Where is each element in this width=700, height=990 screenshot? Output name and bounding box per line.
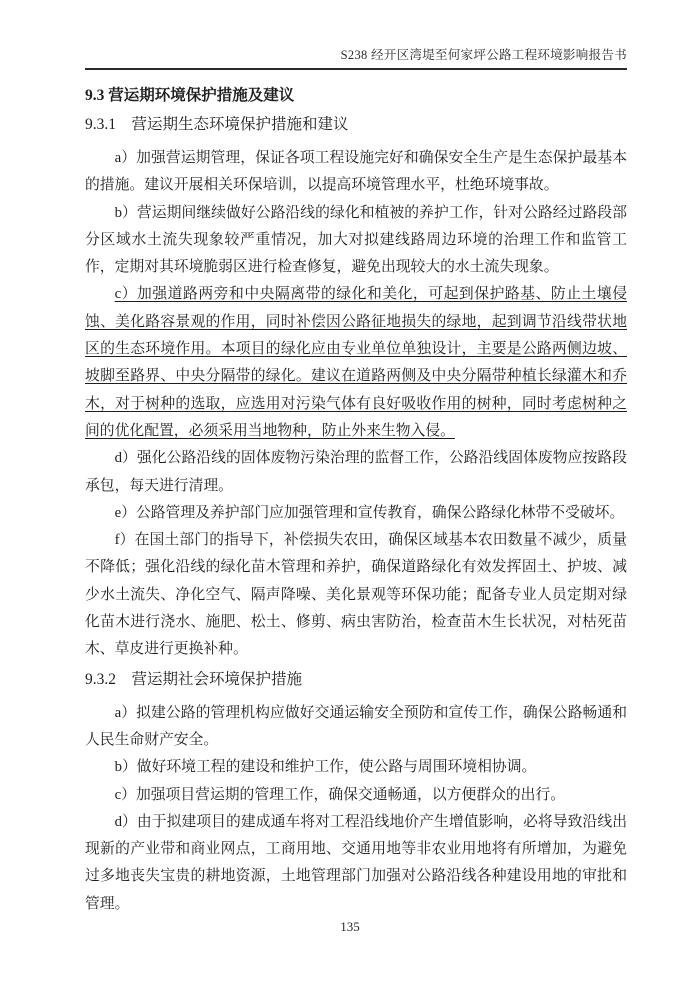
page-footer [0,918,700,936]
paragraph-eco-f: f）在国土部门的指导下，补偿损失农田，确保区域基本农田数量不减少，质量不降低；强化沿线的绿化苗木管理和养护，确保道路绿化有效发挥固土、护坡、减少水土流失、净化空气、隔声降噪、美化景观等环保功能；配备专业人员定期对绿化苗木进行浇水、施肥、松土、修剪、病虫害防治，检查苗木生长状况，对枯死苗木、草皮进行更换补种。 [85,532,627,658]
page-content [85,48,627,918]
running-header-title: S238 经开区湾堤至何家坪公路工程环境影响报告书 [340,48,627,62]
paragraph-eco-d: d）强化公路沿线的固体废物污染治理的监督工作，公路沿线固体废物应按路段承包，每天进行清理。 [85,450,627,494]
header-divider [85,68,627,70]
paragraph-social-a: a）拟建公路的管理机构应做好交通运输安全预防和宣传工作，确保公路畅通和人民生命财产安全。 [85,704,627,748]
paragraph-eco-b: b）营运期间继续做好公路沿线的绿化和植被的养护工作，针对公路经过路段部分区域水土流失现象较严重情况，加大对拟建线路周边环境的治理工作和监管工作，定期对其环境脆弱区进行检查修复，避免出现较大的水土流失现象。 [85,204,627,276]
paragraph-social-d: d）由于拟建项目的建成通车将对工程沿线地价产生增值影响，必将导致沿线出现新的产业带和商业网点，工商用地、交通用地等非农业用地将有所增加，为避免过多地丧失宝贵的耕地资源，土地管理部门加强对公路沿线各种建设用地的审批和管理。 [85,813,627,912]
paragraph-eco-c-underlined: c）加强道路两旁和中央隔离带的绿化和美化，可起到保护路基、防止土壤侵蚀、美化路容景观的作用，同时补偿因公路征地损失的绿地，起到调节沿线带状地区的生态环境作用。本项目的绿化应由专业单位单独设计，主要是公路两侧边坡、坡脚至路界、中央分隔带的绿化。建议在道路两侧及中央分隔带种植长绿灌木和乔木，对于树种的选取，应选用对污染气体有良好吸收作用的树种，同时考虑树种之间的优化配置，必须采用当地物种，防止外来生物入侵。 [85,286,627,439]
paragraph-eco-a: a）加强营运期管理，保证各项工程设施完好和确保安全生产是生态保护最基本的措施。建议开展相关环保培训，以提高环境管理水平，杜绝环境事故。 [85,150,627,194]
section-heading-9-3: 9.3 营运期环境保护措施及建议 [85,87,295,104]
subsection-heading-9-3-1: 9.3.1 营运期生态环境保护措施和建议 [85,116,349,133]
paragraph-social-c: c）加强项目营运期的管理工作，确保交通畅通，以方便群众的出行。 [114,786,566,803]
paragraph-eco-e: e）公路管理及养护部门应加强管理和宣传教育，确保公路绿化林带不受破坏。 [114,504,625,521]
subsection-heading-9-3-2: 9.3.2 营运期社会环境保护措施 [85,670,303,688]
paragraph-social-b: b）做好环境工程的建设和维护工作，使公路与周围环境相协调。 [114,759,537,776]
page-number: 135 [340,919,360,934]
